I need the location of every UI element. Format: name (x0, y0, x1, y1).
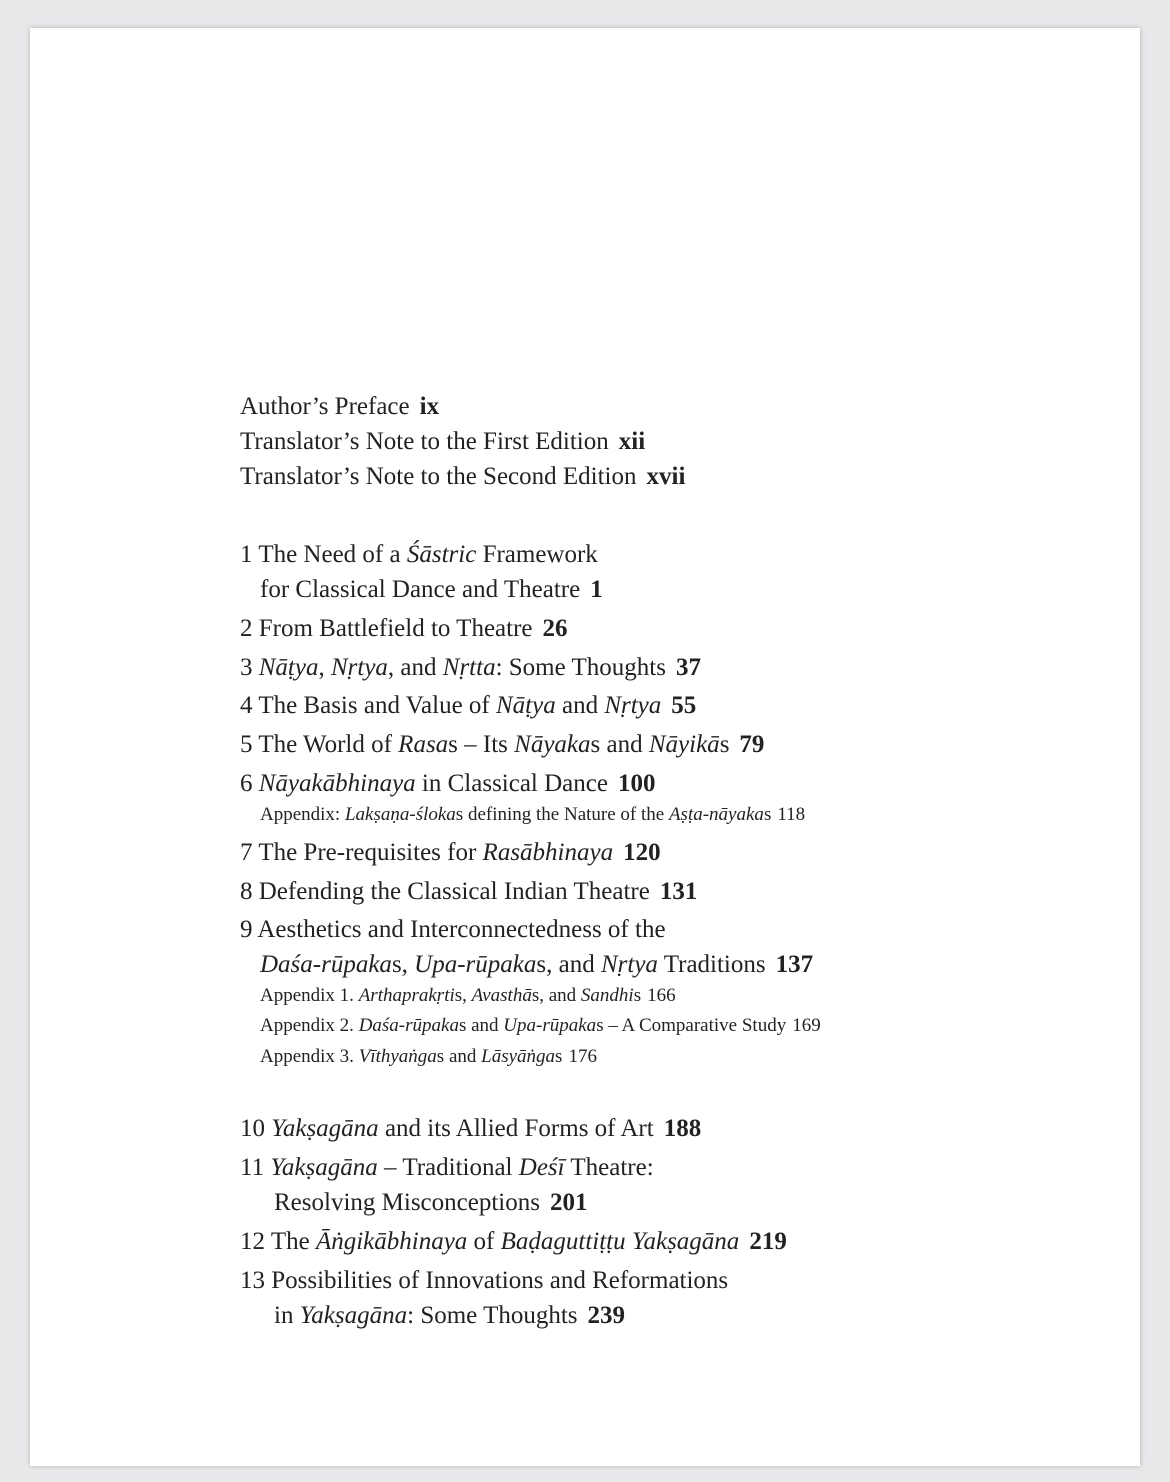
page-number: 26 (542, 615, 568, 642)
entry-italic: Arthaprakṛti (358, 985, 455, 1006)
toc-entry-chapter-9-cont (260, 950, 813, 980)
toc-entry-authors-preface (240, 392, 439, 422)
page-number: 131 (659, 878, 698, 905)
entry-italic: Upa-rūpaka (414, 951, 537, 978)
chapter-number: 2 (240, 615, 253, 642)
entry-text: Aesthetics and Interconnectedness of the (257, 916, 666, 943)
toc-entry-chapter-1-cont (260, 575, 603, 605)
entry-text: and its Allied Forms of Art (378, 1115, 654, 1142)
entry-text: s and (436, 1046, 482, 1067)
entry-italic: Nāyikā (648, 731, 720, 758)
entry-italic: Rasa (398, 731, 449, 758)
entry-italic: Lakṣaṇa-śloka (344, 804, 456, 825)
page-number: 55 (671, 692, 697, 719)
entry-italic: Nṛtta (442, 654, 496, 681)
entry-text: s (719, 731, 730, 758)
page-number: 118 (777, 804, 806, 825)
entry-text: The Pre-requisites for (258, 839, 483, 866)
toc-entry-chapter-7 (240, 838, 661, 868)
entry-italic: Nṛtya (330, 654, 388, 681)
page-number: 188 (663, 1115, 702, 1142)
entry-italic: Āṅgikābhinaya (315, 1228, 468, 1255)
entry-text: for Classical Dance and Theatre (260, 576, 581, 603)
toc-entry-chapter-8 (240, 877, 697, 907)
entry-italic: Sandhi (580, 985, 634, 1006)
chapter-number: 13 (240, 1267, 265, 1294)
page-number: 37 (675, 654, 701, 681)
page-number: 120 (623, 839, 661, 866)
entry-text: From Battlefield to Theatre (258, 615, 533, 642)
entry-italic: Śāstric (406, 541, 477, 568)
entry-italic: Nāṭya (258, 654, 319, 681)
entry-text: The (270, 1228, 316, 1255)
page-number: xii (618, 428, 646, 455)
entry-italic: Yakṣagāna (271, 1115, 379, 1142)
entry-text: of (467, 1228, 501, 1255)
toc-appendix-chapter-6 (260, 803, 805, 827)
chapter-number: 7 (240, 839, 253, 866)
page-number: xvii (646, 463, 686, 490)
toc-entry-chapter-12 (240, 1227, 787, 1257)
entry-text: s and (590, 731, 649, 758)
entry-italic: Lāsyāṅga (481, 1046, 556, 1067)
page-number: 137 (775, 951, 814, 978)
entry-text: : Some Thoughts (495, 654, 666, 681)
page-number: 166 (647, 985, 676, 1006)
entry-italic: Yakṣagāna (270, 1154, 378, 1181)
toc-entry-chapter-13 (240, 1266, 728, 1296)
appendix-label: Appendix: (260, 804, 345, 825)
toc-appendix-2-chapter-9 (260, 1014, 821, 1038)
toc-entry-chapter-6 (240, 769, 655, 799)
entry-text: Framework (476, 541, 598, 568)
entry-text: s, and (536, 951, 601, 978)
entry-text: s (555, 1046, 563, 1067)
entry-text: Theatre: (564, 1154, 654, 1181)
toc-appendix-1-chapter-9 (260, 984, 676, 1008)
entry-text: The World of (258, 731, 399, 758)
entry-italic: Baḍaguttiṭṭu Yakṣagāna (500, 1228, 740, 1255)
entry-italic: Deśī (518, 1154, 565, 1181)
entry-text: s (633, 985, 642, 1006)
chapter-number: 9 (240, 916, 253, 943)
entry-text: The Need of a (258, 541, 407, 568)
chapter-number: 8 (240, 878, 253, 905)
entry-text: s and (458, 1015, 504, 1036)
entry-text: s, and (531, 985, 581, 1006)
entry-text: in (274, 1302, 300, 1329)
entry-text: , (318, 654, 331, 681)
toc-entry-chapter-9 (240, 915, 666, 945)
entry-text: and (555, 692, 605, 719)
entry-text: : Some Thoughts (407, 1302, 578, 1329)
book-page (30, 28, 1140, 1466)
page-number: ix (419, 393, 440, 420)
entry-text: s – Its (448, 731, 515, 758)
entry-text: Possibilities of Innovations and Reformations (271, 1267, 729, 1294)
page-number: 176 (568, 1046, 597, 1067)
chapter-number: 1 (240, 541, 253, 568)
toc-entry-chapter-11 (240, 1153, 654, 1183)
entry-italic: Daśa-rūpaka (260, 951, 392, 978)
chapter-number: 5 (240, 731, 253, 758)
entry-italic: Nāyaka (514, 731, 591, 758)
appendix-label: Appendix 1. (260, 985, 359, 1006)
appendix-label: Appendix 3. (260, 1046, 359, 1067)
entry-italic: Avasthā (471, 985, 532, 1006)
entry-text: Traditions (657, 951, 766, 978)
toc-entry-chapter-3 (240, 653, 701, 683)
entry-text: s, (454, 985, 472, 1006)
toc-entry-chapter-5 (240, 730, 764, 760)
page-number: 239 (587, 1302, 626, 1329)
chapter-number: 12 (240, 1228, 265, 1255)
toc-entry-chapter-2 (240, 614, 568, 644)
page-number: 79 (739, 731, 765, 758)
entry-title: Translator’s Note to the Second Edition (240, 463, 637, 490)
toc-entry-translators-note-second (240, 462, 685, 492)
page-number: 169 (792, 1015, 821, 1036)
chapter-number: 4 (240, 692, 253, 719)
entry-text: s, (391, 951, 415, 978)
toc-entry-chapter-10 (240, 1114, 701, 1144)
entry-text: s – A Comparative Study (596, 1015, 787, 1036)
entry-italic: Nṛtya (600, 951, 658, 978)
entry-italic: Nāṭya (496, 692, 556, 719)
toc-entry-chapter-13-cont (274, 1301, 625, 1331)
chapter-number: 10 (240, 1115, 265, 1142)
entry-text: , and (387, 654, 443, 681)
entry-italic: Nāyakābhinaya (258, 770, 416, 797)
entry-text: s defining the Nature of the (455, 804, 669, 825)
entry-title: Translator’s Note to the First Edition (240, 428, 609, 455)
entry-title: Author’s Preface (240, 393, 410, 420)
toc-appendix-3-chapter-9 (260, 1045, 597, 1069)
chapter-number: 11 (240, 1154, 265, 1181)
chapter-number: 3 (240, 654, 253, 681)
toc-entry-chapter-4 (240, 691, 696, 721)
entry-text: – Traditional (377, 1154, 519, 1181)
page-number: 100 (617, 770, 656, 797)
entry-italic: Upa-rūpaka (503, 1015, 597, 1036)
entry-italic: Daśa-rūpaka (358, 1015, 459, 1036)
entry-text: Defending the Classical Indian Theatre (258, 878, 650, 905)
appendix-label: Appendix 2. (260, 1015, 359, 1036)
entry-italic: Yakṣagāna (299, 1302, 408, 1329)
entry-italic: Nṛtya (604, 692, 662, 719)
toc-entry-chapter-11-cont (274, 1188, 587, 1218)
entry-text: s (763, 804, 772, 825)
entry-text: in Classical Dance (415, 770, 608, 797)
entry-italic: Vīthyaṅga (358, 1046, 437, 1067)
entry-text: Resolving Misconceptions (274, 1189, 540, 1216)
page-number: 1 (590, 576, 603, 603)
chapter-number: 6 (240, 770, 253, 797)
entry-italic: Rasābhinaya (482, 839, 614, 866)
toc-entry-chapter-1 (240, 540, 598, 570)
entry-italic: Aṣṭa-nāyaka (668, 804, 764, 825)
page-number: 201 (549, 1189, 588, 1216)
toc-entry-translators-note-first (240, 427, 645, 457)
page-number: 219 (749, 1228, 787, 1255)
entry-text: The Basis and Value of (258, 692, 496, 719)
